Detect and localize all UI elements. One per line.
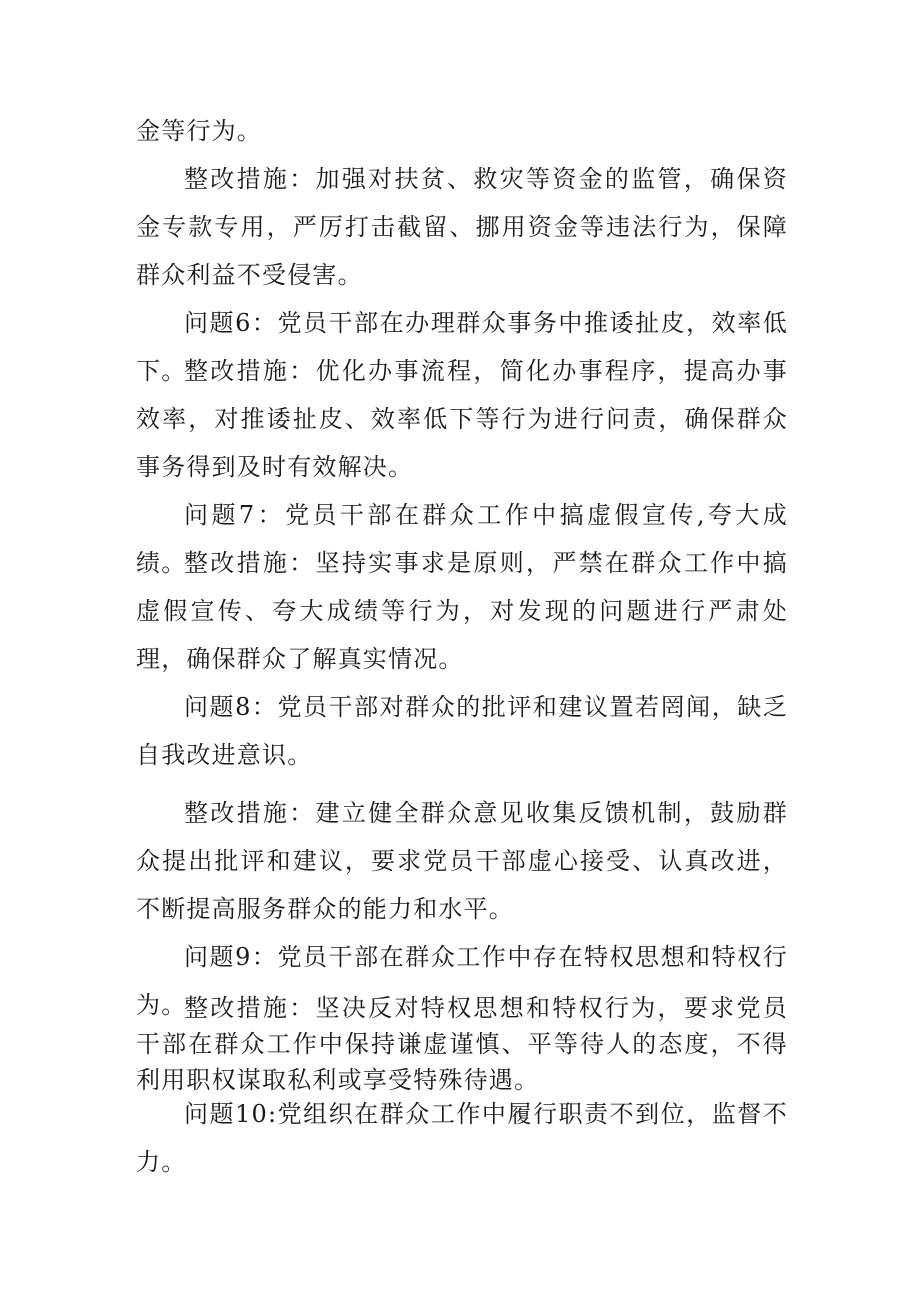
paragraph-continuation: 金等行为。: [136, 117, 262, 145]
paragraph-measure-7: 整改措施：坚持实事求是原则，严禁在群众工作中搞虚假宣传、夸大成绩等行为，对发现的问题进行严肃处理，确保群众了解真实情况。: [136, 549, 788, 673]
paragraph-measure-9: 整改措施：坚决反对特权思想和特权行为，要求党员干部在群众工作中保持谦虚谨慎、平等待人的态度，不得利用职权谋取私利或享受特殊待遇。: [136, 994, 788, 1094]
paragraph-issue-9: 问题9：党员干部在群众工作中存在特权思想和特权行为。: [136, 943, 788, 1019]
paragraph-measure-8: 整改措施：建立健全群众意见收集反馈机制，鼓励群众提出批评和建议，要求党员干部虚心接受、认真改进，不断提高服务群众的能力和水平。: [136, 799, 788, 923]
paragraph-issue-6: 问题6：党员干部在办理群众事务中推诿扯皮，效率低下。: [136, 309, 788, 385]
paragraph-measure-5: 整改措施：加强对扶贫、救灾等资金的监管，确保资金专款专用，严厉打击截留、挪用资金等违法行为，保障群众利益不受侵害。: [136, 165, 788, 289]
paragraph-issue-10: 问题10:党组织在群众工作中履行职责不到位，监督不力。: [136, 1100, 788, 1176]
paragraph-measure-6: 整改措施：优化办事流程，简化办事程序，提高办事效率，对推诿扯皮、效率低下等行为进行问责，确保群众事务得到及时有效解决。: [136, 357, 788, 481]
paragraph-issue-7: 问题7：党员干部在群众工作中搞虚假宣传,夸大成绩。: [136, 501, 788, 577]
paragraph-issue-8: 问题8：党员干部对群众的批评和建议置若罔闻，缺乏自我改进意识。: [136, 693, 788, 769]
